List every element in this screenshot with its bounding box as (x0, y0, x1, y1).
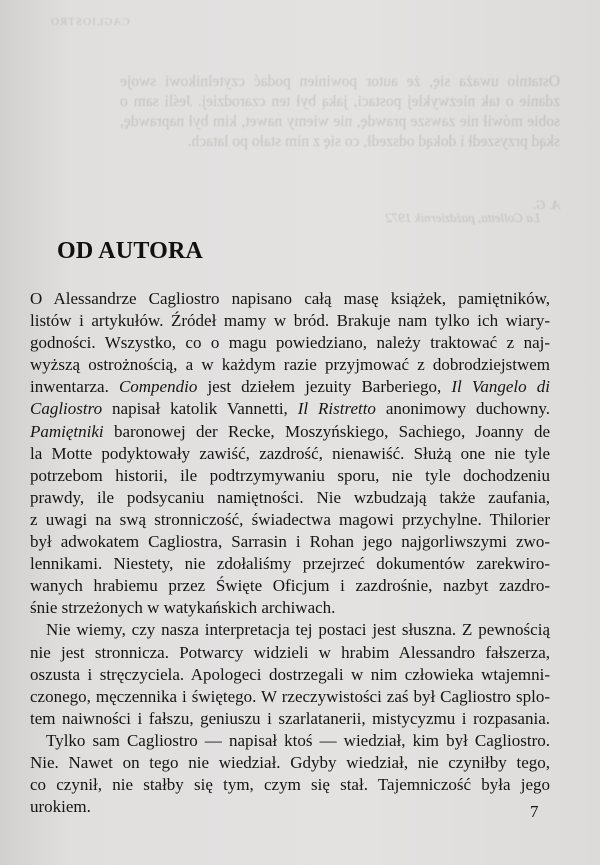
text-line: Cagliostro napisał katolik Vannetti, Il Ristretto anonimowy duchowny. (30, 399, 550, 419)
text-line: wanych hrabiemu przez Święte Oficjum i zazdrośnie, nazbyt zazdro- (30, 576, 550, 596)
text-line: O Alessandrze Cagliostro napisano całą masę książek, pamiętników, (30, 289, 550, 308)
bleed-through-reverse-page: CAGLIOSTRO Ostatnio uważa się, że autor powinien podać czytelnikowi swoje zdanie o tak niezwykłej postaci, jaką był ten czarodziej. Jeśli sam o sobie mówił nie zawsze prawdę, nie wiemy nawet, kim był naprawdę, skąd przyszedł i dokąd odszedł, co się z nim stało po latach. A. G. La Colletta, październik 1972 (50, 16, 560, 225)
text-line: wyższą ostrożnością, a w każdym razie przyjmować z dobrodziejstwem (30, 355, 550, 375)
text-line: był adwokatem Cagliostra, Sarrasin i Rohan jego najgorliwszymi zwo- (30, 532, 550, 552)
text-line: oszusta i stręczyciela. Apologeci dostrzegali w nim człowieka wtajemni- (30, 664, 550, 684)
text-line: listów i artykułów. Źródeł mamy w bród. Brakuje nam tylko ich wiary- (30, 311, 550, 331)
text-line: inwentarza. Compendio jest dziełem jezuity Barberiego, Il Vangelo di (30, 377, 550, 397)
text-line: Tylko sam Cagliostro — napisał ktoś — wiedział, kim był Cagliostro. (46, 730, 550, 750)
text-line: z uwagi na swą stronniczość, świadectwa magowi przychylne. Thilorier (30, 509, 550, 529)
text-line: czonego, męczennika i świętego. W rzeczywistości zaś był Cagliostro splo- (30, 686, 550, 706)
text-line: Nie. Nawet on tego nie wiedział. Gdyby wiedział, nie czyniłby tego, (30, 752, 550, 772)
text-line: Pamiętniki baronowej der Recke, Moszyńskiego, Sachiego, Joanny de (30, 421, 550, 441)
text-line: tem naiwności i fałszu, geniuszu i szarlatanerii, mistycyzmu i rozpasania. (30, 708, 550, 728)
text-line: śnie strzeżonych w watykańskich archiwach. (30, 598, 336, 618)
text-line: urokiem. (30, 797, 91, 817)
text-line: lennikami. Niestety, nie zdołaliśmy przejrzeć dokumentów zarekwiro- (30, 554, 550, 574)
text-line: Nie wiemy, czy nasza interpretacja tej postaci jest słuszna. Z pewnością (46, 620, 550, 640)
text-line: godności. Wszystko, co o magu powiedziano, należy traktować z naj- (30, 333, 550, 353)
text-line: prawdy, ile podsycaniu namiętności. Nie wzbudzają także zaufania, (30, 487, 550, 507)
title-italic: Compendio (118, 377, 198, 397)
text-line: potrzebom historii, ile podtrzymywaniu sporu, nie tyle dochodzeniu (30, 465, 550, 485)
text-line: co czynił, nie stałby się tym, czym się stał. Tajemniczość była jego (30, 775, 550, 795)
text-line: la Motte podyktowały zawiść, zazdrość, nienawiść. Służą one nie tyle (30, 443, 550, 463)
page-number: 7 (530, 802, 539, 821)
text-line: nie jest stronnicza. Potwarcy widzieli w hrabim Alessandro fałszerza, (30, 642, 550, 662)
title-italic: Pamiętniki (30, 421, 104, 441)
title-italic: Cagliostro (30, 399, 103, 419)
body-text (30, 288, 550, 818)
chapter-heading: OD AUTORA (57, 238, 204, 264)
title-italic: Il Ristretto (297, 399, 376, 419)
title-italic: Il Vangelo di (451, 377, 550, 397)
